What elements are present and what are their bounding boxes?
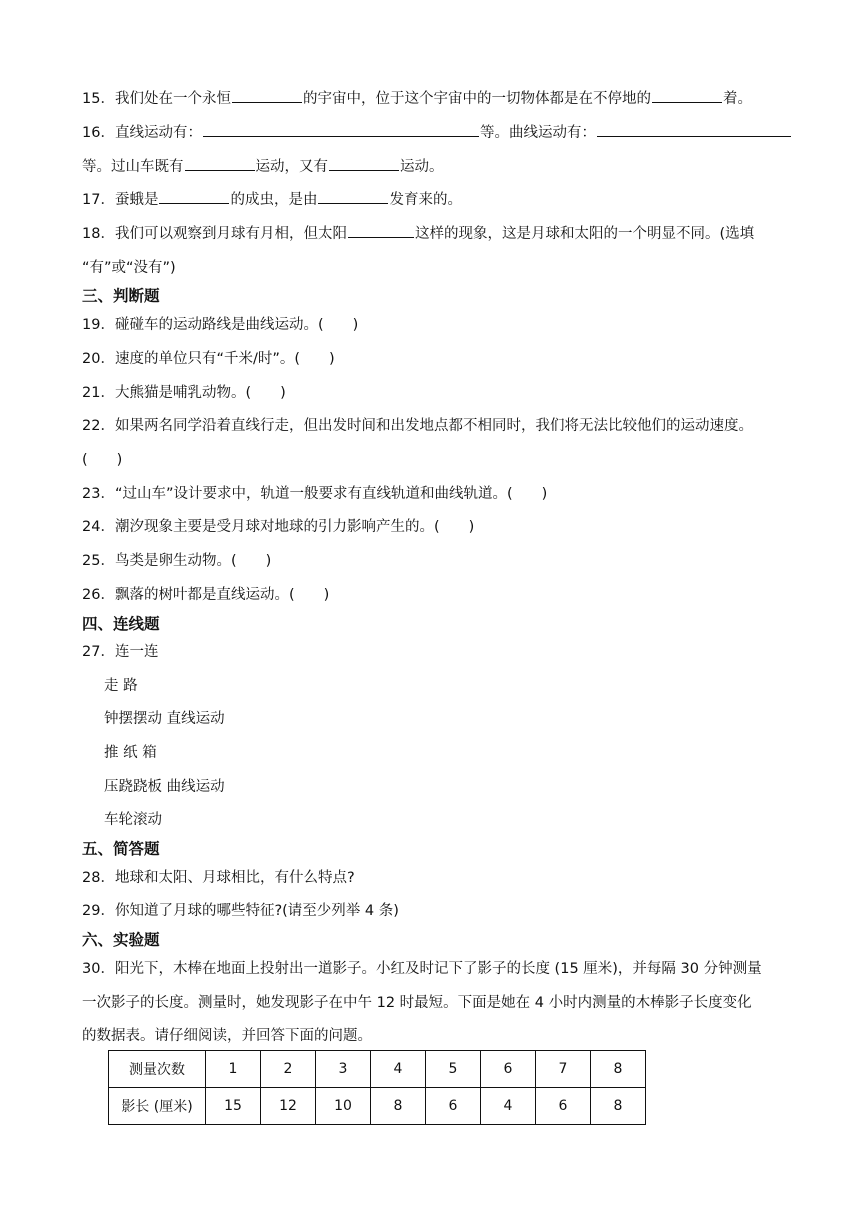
judge-item: 19．碰碰车的运动路线是曲线运动。( ) bbox=[82, 317, 359, 333]
section-heading-judge: 三、判断题 bbox=[82, 287, 160, 305]
question-27: 27．连一连 bbox=[82, 644, 159, 660]
q16-text-c: 等。过山车既有 bbox=[82, 159, 184, 175]
judge-item: 24．潮汐现象主要是受月球对地球的引力影响产生的。( ) bbox=[82, 519, 475, 535]
question-17 bbox=[82, 188, 812, 212]
q17-text-a: 17．蚕蛾是 bbox=[82, 192, 159, 208]
table-cell: 8 bbox=[591, 1051, 646, 1088]
q16-text-a: 16．直线运动有： bbox=[82, 125, 202, 141]
question-18-line2 bbox=[82, 256, 812, 280]
question-16-line1 bbox=[82, 121, 812, 145]
judge-item: 21．大熊猫是哺乳动物。( ) bbox=[82, 385, 286, 401]
table-header-cell: 测量次数 bbox=[109, 1051, 206, 1088]
answer-blank[interactable] bbox=[348, 222, 414, 238]
answer-blank[interactable] bbox=[597, 121, 791, 137]
table-cell: 8 bbox=[371, 1088, 426, 1125]
match-item: 钟摆摆动 直线运动 bbox=[104, 711, 225, 727]
judge-item: 26．飘落的树叶都是直线运动。( ) bbox=[82, 587, 330, 603]
table-row bbox=[109, 1051, 646, 1088]
q15-text-c: 着。 bbox=[722, 91, 752, 107]
table-cell: 1 bbox=[206, 1051, 261, 1088]
q16-text-d: 运动，又有 bbox=[255, 159, 328, 175]
question-30-line: 的数据表。请仔细阅读，并回答下面的问题。 bbox=[82, 1028, 372, 1044]
q18-text-b: 这样的现象，这是月球和太阳的一个明显不同。(选填 bbox=[414, 226, 755, 242]
q15-text-b: 的宇宙中，位于这个宇宙中的一切物体都是在不停地的 bbox=[302, 91, 651, 107]
judge-item: 23．“过山车”设计要求中，轨道一般要求有直线轨道和曲线轨道。( ) bbox=[82, 486, 548, 502]
judge-item: 25．鸟类是卵生动物。( ) bbox=[82, 553, 272, 569]
question-18-line1 bbox=[82, 222, 812, 246]
question-29: 29．你知道了月球的哪些特征?(请至少列举 4 条) bbox=[82, 903, 399, 919]
table-header-cell: 影长 (厘米) bbox=[109, 1088, 206, 1125]
answer-blank[interactable] bbox=[318, 188, 388, 204]
table-cell: 5 bbox=[426, 1051, 481, 1088]
answer-blank[interactable] bbox=[652, 87, 722, 103]
judge-item: 22．如果两名同学沿着直线行走，但出发时间和出发地点都不相同时，我们将无法比较他们的运动速度。 bbox=[82, 418, 753, 434]
question-15 bbox=[82, 87, 812, 111]
table-cell: 6 bbox=[426, 1088, 481, 1125]
q16-text-e: 运动。 bbox=[400, 159, 444, 175]
table-cell: 8 bbox=[591, 1088, 646, 1125]
match-item: 压跷跷板 曲线运动 bbox=[104, 779, 225, 795]
shadow-length-table bbox=[108, 1050, 646, 1125]
match-item: 车轮滚动 bbox=[104, 812, 162, 828]
answer-blank[interactable] bbox=[232, 87, 302, 103]
answer-blank[interactable] bbox=[329, 155, 399, 171]
table-cell: 7 bbox=[536, 1051, 591, 1088]
q18-text-a: 18．我们可以观察到月球有月相，但太阳 bbox=[82, 226, 347, 242]
match-item: 推 纸 箱 bbox=[104, 745, 157, 761]
question-16-line2 bbox=[82, 155, 812, 179]
table-row bbox=[109, 1088, 646, 1125]
table-cell: 3 bbox=[316, 1051, 371, 1088]
table-cell: 4 bbox=[481, 1088, 536, 1125]
question-30-line: 一次影子的长度。测量时，她发现影子在中午 12 时最短。下面是她在 4 小时内测量的木棒影子长度变化 bbox=[82, 995, 752, 1011]
answer-blank[interactable] bbox=[159, 188, 229, 204]
table-cell: 4 bbox=[371, 1051, 426, 1088]
answer-blank[interactable] bbox=[203, 121, 479, 137]
section-heading-matching: 四、连线题 bbox=[82, 615, 160, 633]
q17-text-b: 的成虫，是由 bbox=[230, 192, 318, 208]
table-cell: 6 bbox=[481, 1051, 536, 1088]
question-30-line: 30．阳光下，木棒在地面上投射出一道影子。小红及时记下了影子的长度 (15 厘米)，并每隔 30 分钟测量 bbox=[82, 961, 762, 977]
table-cell: 2 bbox=[261, 1051, 316, 1088]
match-item: 走 路 bbox=[104, 678, 138, 694]
q18-text-c: “有”或“没有”) bbox=[82, 260, 176, 276]
judge-item: ( ) bbox=[82, 452, 123, 468]
table-cell: 10 bbox=[316, 1088, 371, 1125]
q17-text-c: 发育来的。 bbox=[389, 192, 462, 208]
question-28: 28．地球和太阳、月球相比，有什么特点? bbox=[82, 870, 355, 886]
answer-blank[interactable] bbox=[185, 155, 255, 171]
table-cell: 12 bbox=[261, 1088, 316, 1125]
q16-text-b: 等。曲线运动有： bbox=[479, 125, 596, 141]
table-cell: 6 bbox=[536, 1088, 591, 1125]
section-heading-experiment: 六、实验题 bbox=[82, 931, 160, 949]
section-heading-short-answer: 五、简答题 bbox=[82, 840, 160, 858]
judge-item: 20．速度的单位只有“千米/时”。( ) bbox=[82, 351, 335, 367]
q15-text-a: 15．我们处在一个永恒 bbox=[82, 91, 231, 107]
table-cell: 15 bbox=[206, 1088, 261, 1125]
